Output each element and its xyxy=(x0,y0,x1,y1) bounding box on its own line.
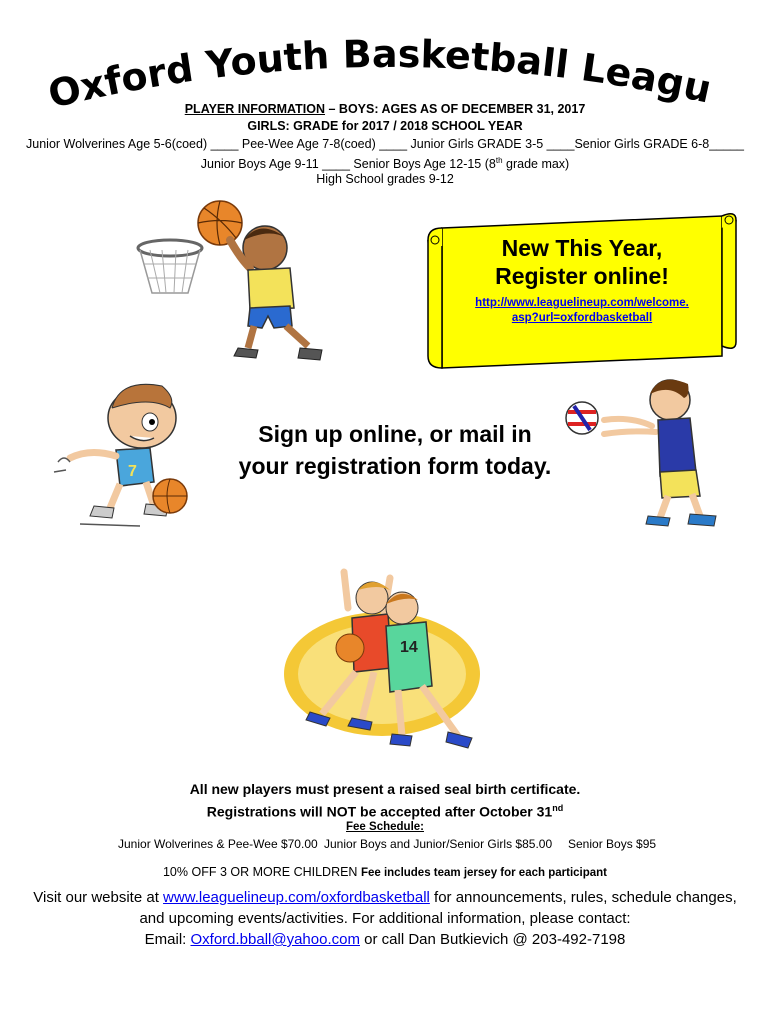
fee-schedule-heading: Fee Schedule: xyxy=(346,821,424,833)
fee-junior-boys-girls: Junior Boys and Junior/Senior Girls $85.00 xyxy=(324,837,553,851)
visit-suffix: for announcements, rules, schedule changes, xyxy=(429,889,737,906)
girls-grade-line: GIRLS: GRADE for 2017 / 2018 SCHOOL YEAR xyxy=(247,119,523,133)
contact-line-2: and upcoming events/activities. For additional information, please contact: xyxy=(139,910,631,927)
girls-basketball-illustration xyxy=(282,568,482,763)
dribbling-boy-illustration xyxy=(50,378,200,533)
website-link[interactable]: www.leaguelineup.com/oxfordbasketball xyxy=(163,889,430,906)
scroll-heading-2: Register online! xyxy=(495,263,669,289)
birth-certificate-notice: All new players must present a raised seal birth certificate. xyxy=(189,781,581,797)
scroll-heading-1: New This Year, xyxy=(501,235,663,261)
player-info-heading-underlined: PLAYER INFORMATION xyxy=(184,102,326,116)
svg-text:14: 14 xyxy=(400,639,418,656)
divisions-line-1: Junior Wolverines Age 5-6(coed) ____ Pee-Wee Age 7-8(coed) ____ Junior Girls GRADE 3-5 ____Senior Girls GRADE 6-8_____ xyxy=(26,137,744,151)
email-suffix: or call Dan Butkievich @ 203-492-7198 xyxy=(359,931,626,948)
email-link[interactable]: Oxford.bball@yahoo.com xyxy=(190,931,360,948)
signup-line-2: your registration form today. xyxy=(238,453,552,479)
registration-deadline-sup: nd xyxy=(552,803,564,813)
discount-text: 10% OFF 3 OR MORE CHILDREN xyxy=(162,865,361,879)
passing-boy-illustration xyxy=(560,372,730,532)
registration-link-2[interactable]: asp?url=oxfordbasketball xyxy=(511,312,653,324)
divisions-line-2-b: grade max) xyxy=(502,157,570,172)
email-line xyxy=(0,929,770,950)
fee-junior-wolverines: Junior Wolverines & Pee-Wee $70.00 xyxy=(118,837,318,851)
svg-text:7: 7 xyxy=(128,463,137,480)
registration-deadline-text: Registrations will NOT be accepted after October 31 xyxy=(206,803,553,820)
league-title-text: Oxford Youth Basketball League xyxy=(27,3,716,117)
divisions-line-3: High School grades 9-12 xyxy=(316,172,454,186)
register-online-banner xyxy=(422,206,742,378)
email-prefix: Email: xyxy=(144,931,191,948)
fee-senior-boys: Senior Boys $95 xyxy=(568,837,657,851)
player-info-heading xyxy=(0,101,770,117)
player-info-heading-rest: – BOYS: AGES AS OF DECEMBER 31, 2017 xyxy=(325,102,586,116)
signup-line-1: Sign up online, or mail in xyxy=(258,421,532,447)
jersey-note: Fee includes team jersey for each participant xyxy=(360,867,608,879)
discount-line xyxy=(0,864,770,882)
signup-message xyxy=(200,418,590,482)
divisions-line-2-a: Junior Boys Age 9-11 ____ Senior Boys Age 12-15 (8 xyxy=(200,157,496,172)
website-line xyxy=(0,887,770,908)
registration-link-1[interactable]: http://www.leaguelineup.com/welcome. xyxy=(475,297,689,309)
divisions-line-2 xyxy=(0,153,770,172)
hoop-boy-illustration xyxy=(130,198,330,373)
divisions-line-2-sup: th xyxy=(495,156,503,165)
visit-prefix: Visit our website at xyxy=(33,889,164,906)
